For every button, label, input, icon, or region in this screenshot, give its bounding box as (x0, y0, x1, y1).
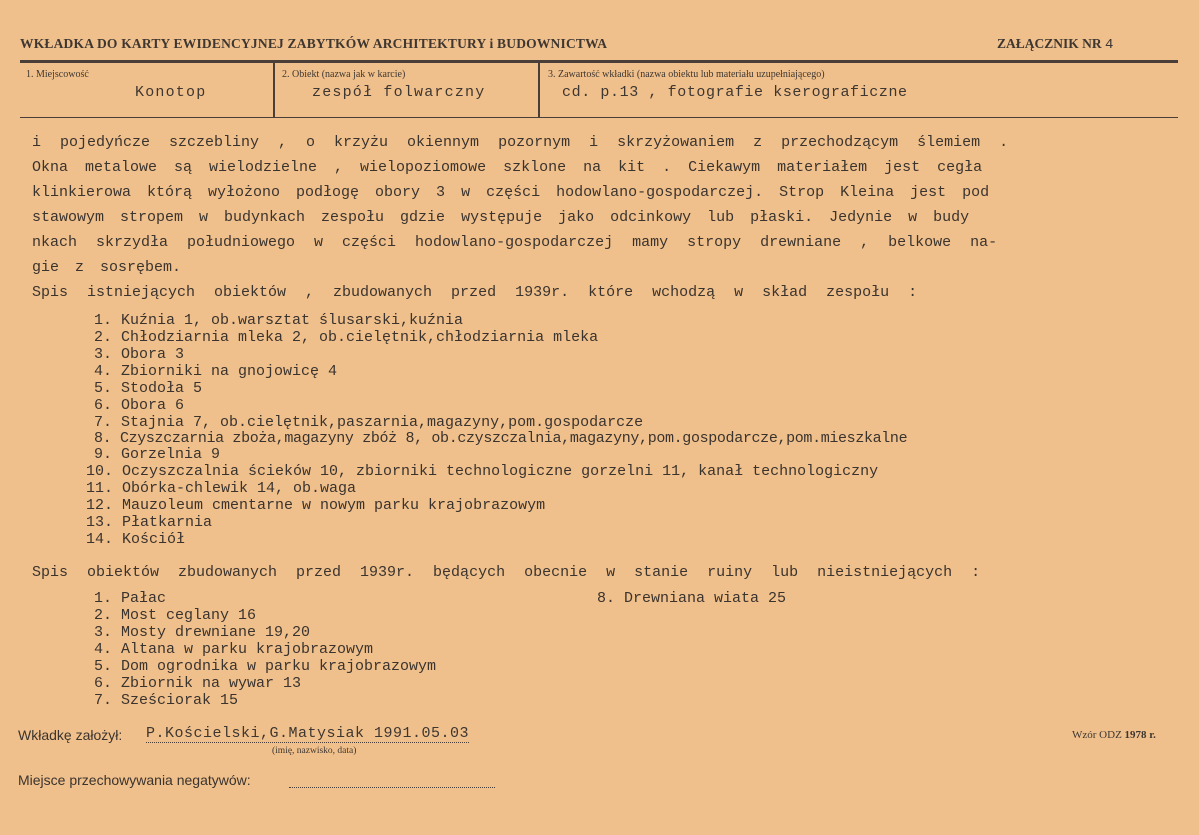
existing-list-item: 8. Czyszczarnia zboża,magazyny zbóż 8, ob.czyszczalnia,magazyny,pom.gospodarcze,pom.mieszkalne (94, 430, 908, 447)
ruined-list-item: 1. Pałac (94, 590, 167, 607)
created-by-label: Wkładkę założył: (18, 727, 123, 743)
header-rule (20, 60, 1178, 63)
attachment-number-value: 4 (1105, 37, 1114, 53)
existing-list-item: 11. Obórka-chlewik 14, ob.waga (86, 480, 357, 497)
paragraph-line: Okna metalowe są wielodzielne , wielopoziomowe szklone na kit . Ciekawym materiałem jest cegła (32, 159, 983, 176)
existing-list-item: 4. Zbiorniki na gnojowicę 4 (94, 363, 338, 380)
content-value: cd. p.13 , fotografie kserograficzne (562, 84, 908, 101)
existing-list-item: 7. Stajnia 7, ob.cielętnik,paszarnia,magazyny,pom.gospodarcze (94, 414, 644, 431)
existing-list-item: 14. Kościół (86, 531, 186, 548)
paragraph-line: gie z sosrębem. (32, 259, 182, 276)
existing-list-item: 1. Kuźnia 1, ob.warsztat ślusarski,kuźnia (94, 312, 464, 329)
ruined-list-item: 8. Drewniana wiata 25 (597, 590, 787, 607)
negatives-label: Miejsce przechowywania negatywów: (18, 772, 251, 788)
existing-list-item: 6. Obora 6 (94, 397, 185, 414)
pattern-year: 1978 r. (1124, 729, 1156, 741)
existing-list-item: 9. Gorzelnia 9 (94, 446, 221, 463)
card-title: WKŁADKA DO KARTY EWIDENCYJNEJ ZABYTKÓW ARCHITEKTURY i BUDOWNICTWA (20, 36, 608, 51)
existing-objects-heading: Spis istniejących obiektów , zbudowanych przed 1939r. które wchodzą w skład zespołu : (32, 284, 918, 301)
field-divider-2 (538, 63, 540, 117)
paragraph-line: klinkierowa którą wyłożono podłogę obory 3 w części hodowlano-gospodarczej. Strop Kleina jest pod (32, 184, 990, 201)
ruined-list-item: 6. Zbiornik na wywar 13 (94, 675, 302, 692)
existing-list-item: 5. Stodoła 5 (94, 380, 203, 397)
paragraph-line: stawowym stropem w budynkach zespołu gdzie występuje jako odcinkowy lub płaski. Jedynie w budy (32, 209, 970, 226)
pattern-label-text: Wzór ODZ (1072, 729, 1122, 741)
created-by-value: P.Kościelski,G.Matysiak 1991.05.03 (146, 725, 470, 742)
existing-list-item: 2. Chłodziarnia mleka 2, ob.cielętnik,chłodziarnia mleka (94, 329, 599, 346)
paragraph-line: nkach skrzydła południowego w części hodowlano-gospodarczej mamy stropy drewniane , belkowe na- (32, 234, 998, 251)
pattern-label (1072, 729, 1156, 741)
locality-label: 1. Miejscowość (26, 69, 89, 80)
ruined-list-item: 5. Dom ogrodnika w parku krajobrazowym (94, 658, 437, 675)
attachment-number (997, 36, 1113, 53)
ruined-list-item: 4. Altana w parku krajobrazowym (94, 641, 374, 658)
fields-rule (20, 117, 1178, 118)
ruined-list-item: 7. Sześciorak 15 (94, 692, 239, 709)
attachment-label: ZAŁĄCZNIK NR (997, 36, 1102, 51)
ruined-list-item: 3. Mosty drewniane 19,20 (94, 624, 311, 641)
object-label: 2. Obiekt (nazwa jak w karcie) (282, 69, 406, 80)
existing-list-item: 10. Oczyszczalnia ścieków 10, zbiorniki technologiczne gorzelni 11, kanał technologiczny (86, 463, 879, 480)
negatives-blank-line (289, 787, 495, 788)
locality-value: Konotop (135, 84, 207, 101)
existing-list-item: 13. Płatkarnia (86, 514, 213, 531)
created-by-note: (imię, nazwisko, data) (272, 746, 357, 756)
existing-list-item: 3. Obora 3 (94, 346, 185, 363)
field-divider-1 (273, 63, 275, 117)
object-value: zespół folwarczny (312, 84, 486, 101)
content-label: 3. Zawartość wkładki (nazwa obiektu lub materiału uzupełniającego) (548, 69, 825, 80)
existing-list-item: 12. Mauzoleum cmentarne w nowym parku krajobrazowym (86, 497, 546, 514)
ruined-list-item: 2. Most ceglany 16 (94, 607, 257, 624)
ruined-objects-heading: Spis obiektów zbudowanych przed 1939r. będących obecnie w stanie ruiny lub nieistniejących : (32, 564, 981, 581)
paragraph-line: i pojedyńcze szczebliny , o krzyżu okiennym pozornym i skrzyżowaniem z przechodzącym ślemiem . (32, 134, 1009, 151)
